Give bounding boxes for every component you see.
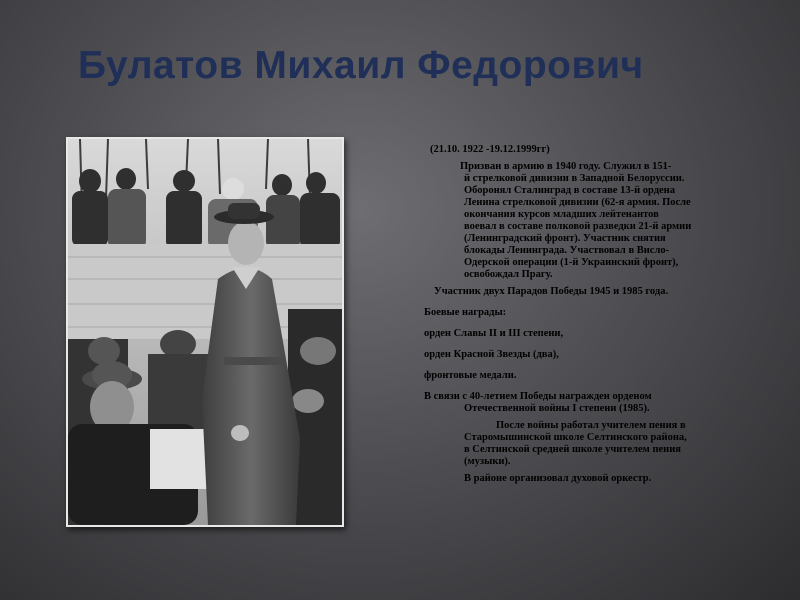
postwar-line: (музыки). bbox=[464, 456, 511, 467]
service-line: блокады Ленинграда. Участвовал в Висло- bbox=[464, 245, 670, 256]
service-line: освобождал Прагу. bbox=[464, 269, 553, 280]
portrait-photo bbox=[66, 137, 344, 527]
service-line: воевал в составе полковой разведки 21-й армии bbox=[464, 221, 692, 232]
postwar-line: Старомышинской школе Селтинского района, bbox=[464, 432, 687, 443]
anniversary-line: В связи с 40-летием Победы награжден орденом bbox=[424, 391, 652, 402]
postwar-line: в Селтинской средней школе учителем пения bbox=[464, 444, 681, 455]
service-line: Оборонял Сталинград в составе 13-й ордена bbox=[464, 185, 675, 196]
parades-line: Участник двух Парадов Победы 1945 и 1985 года. bbox=[434, 286, 669, 297]
award-item: фронтовые медали. bbox=[424, 370, 517, 381]
slide-title: Булатов Михаил Федорович bbox=[78, 44, 644, 87]
award-item: орден Славы II и III степени, bbox=[424, 328, 564, 339]
service-line: окончания курсов младших лейтенантов bbox=[464, 209, 659, 220]
awards-heading: Боевые награды: bbox=[424, 307, 507, 318]
service-line: Одерской операции (1-й Украинский фронт), bbox=[464, 257, 679, 268]
service-line: Ленина стрелковой дивизии (62-я армия. После bbox=[464, 197, 691, 208]
service-line: Призван в армию в 1940 году. Служил в 151- bbox=[460, 161, 672, 172]
service-line: (Ленинградский фронт). Участник снятия bbox=[464, 233, 666, 244]
service-line: й стрелковой дивизии в Западной Белоруссии. bbox=[464, 173, 685, 184]
biography-text bbox=[424, 144, 754, 485]
life-dates: (21.10. 1922 -19.12.1999гг) bbox=[430, 144, 550, 155]
postwar-line: После войны работал учителем пения в bbox=[496, 420, 686, 431]
award-item: орден Красной Звезды (два), bbox=[424, 349, 559, 360]
orchestra-line: В районе организовал духовой оркестр. bbox=[464, 473, 652, 484]
anniversary-line: Отечественной войны I степени (1985). bbox=[464, 403, 650, 414]
